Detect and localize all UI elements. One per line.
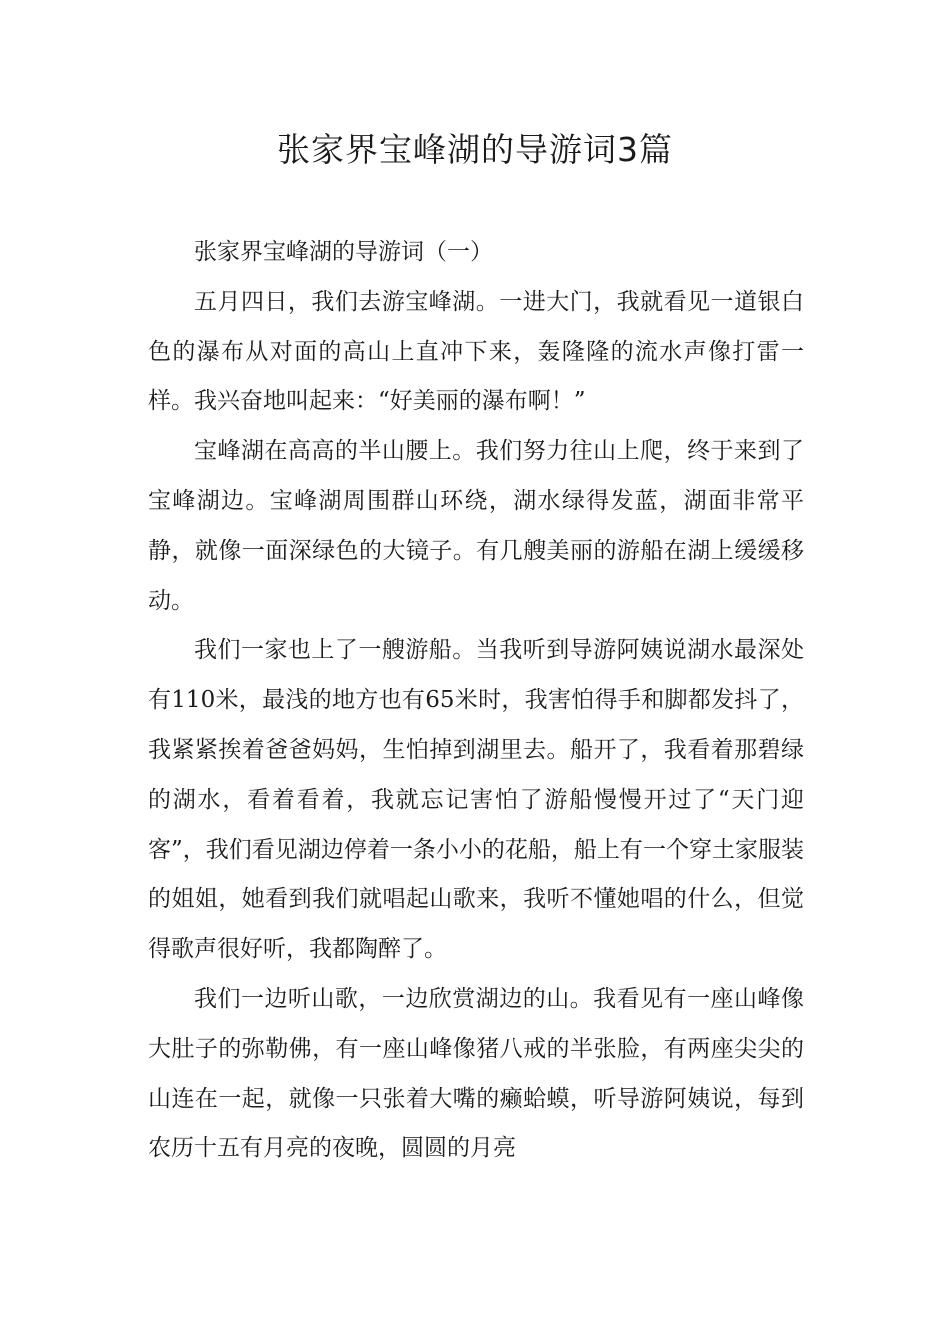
paragraph-4: 我们一边听山歌，一边欣赏湖边的山。我看见有一座山峰像大肚子的弥勒佛，有一座山峰像猪八戒的半张脸，有两座尖尖的山连在一起，就像一只张着大嘴的癞蛤蟆，听导游阿姨说，每到农历十五有月亮的夜晚，圆圆的月亮 <box>148 985 804 1162</box>
section-heading: 张家界宝峰湖的导游词（一） <box>194 239 493 265</box>
paragraph-2: 宝峰湖在高高的半山腰上。我们努力往山上爬，终于来到了宝峰湖边。宝峰湖周围群山环绕，湖水绿得发蓝，湖面非常平静，就像一面深绿色的大镜子。有几艘美丽的游船在湖上缓缓移动。 <box>148 438 804 614</box>
paragraph-3: 我们一家也上了一艘游船。当我听到导游阿姨说湖水最深处有110米，最浅的地方也有65米时，我害怕得手和脚都发抖了，我紧紧挨着爸爸妈妈，生怕掉到湖里去。船开了，我看着那碧绿的湖水，看着看着，我就忘记害怕了游船慢慢开过了“天门迎客”，我们看见湖边停着一条小小的花船，船上有一个穿土家服装的姐姐，她看到我们就唱起山歌来，我听不懂她唱的什么，但觉得歌声很好听，我都陶醉了。 <box>148 637 804 963</box>
document-title: 张家界宝峰湖的导游词3篇 <box>277 130 673 169</box>
document-body <box>148 228 804 1174</box>
paragraph-1: 五月四日，我们去游宝峰湖。一进大门，我就看见一道银白色的瀑布从对面的高山上直冲下来，轰隆隆的流水声像打雷一样。我兴奋地叫起来：“好美丽的瀑布啊！” <box>148 288 804 415</box>
